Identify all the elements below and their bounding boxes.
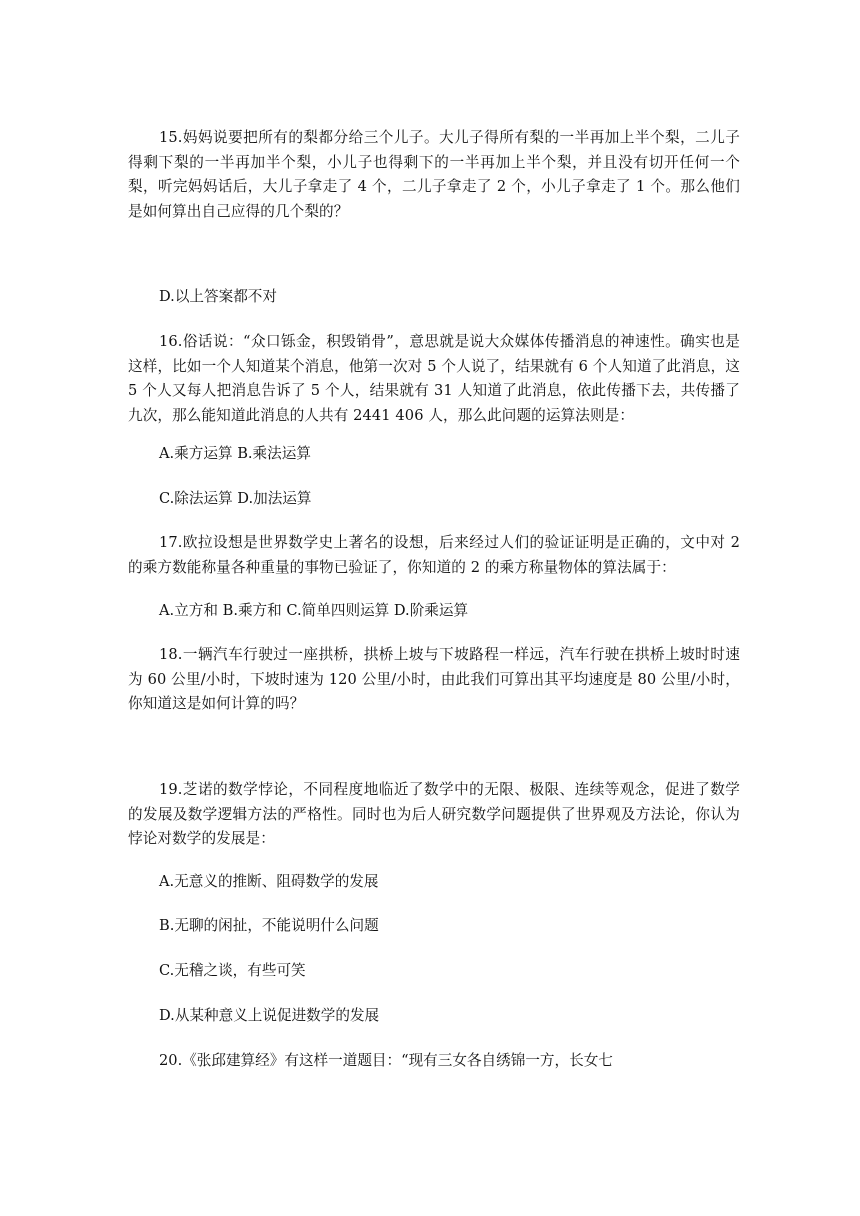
question-19-option-d: D.从某种意义上说促进数学的发展 [159, 1007, 380, 1024]
question-20: 20.《张邱建算经》有这样一道题目：“现有三女各自绣锦一方，长女七 [159, 1052, 613, 1069]
question-19-option-a: A.无意义的推断、阻碍数学的发展 [159, 873, 379, 890]
question-18: 18.一辆汽车行驶过一座拱桥，拱桥上坡与下坡路程一样远，汽车行驶在拱桥上坡时时速为 60 公里/小时，下坡时速为 120 公里/小时，由此我们可算出其平均速度是 80 公里/小时，你知道这是如何计算的吗？ [128, 646, 740, 712]
question-17-options: A.立方和 B.乘方和 C.简单四则运算 D.阶乘运算 [159, 602, 469, 619]
question-15-option-d: D.以上答案都不对 [159, 288, 277, 305]
question-16: 16.俗话说：“众口铄金，积毁销骨”，意思就是说大众媒体传播消息的神速性。确实也是这样，比如一个人知道某个消息，他第一次对 5 个人说了，结果就有 6 个人知道了此消息，这 5 个人又每人把消息告诉了 5 个人，结果就有 31 人知道了此消息，依此传播下去，共传播了九次，那么能知道此消息的人共有 2441 406 人，那么此问题的运算法则是： [128, 333, 740, 424]
question-19-option-b: B.无聊的闲扯，不能说明什么问题 [159, 917, 379, 934]
question-16-options-ab: A.乘方运算 B.乘法运算 [159, 445, 311, 462]
question-15: 15.妈妈说要把所有的梨都分给三个儿子。大儿子得所有梨的一半再加上半个梨，二儿子得剩下梨的一半再加半个梨，小儿子也得剩下的一半再加上半个梨，并且没有切开任何一个梨，听完妈妈话后，大儿子拿走了 4 个，二儿子拿走了 2 个，小儿子拿走了 1 个。那么他们是如何算出自己应得的几个梨的？ [128, 129, 740, 220]
question-19-option-c: C.无稽之谈，有些可笑 [159, 962, 306, 979]
question-17: 17.欧拉设想是世界数学史上著名的设想，后来经过人们的验证证明是正确的，文中对 2 的乘方数能称量各种重量的事物已验证了，你知道的 2 的乘方称量物体的算法属于： [128, 534, 740, 576]
question-19: 19.芝诺的数学悖论，不同程度地临近了数学中的无限、极限、连续等观念，促进了数学的发展及数学逻辑方法的严格性。同时也为后人研究数学问题提供了世界观及方法论，你认为悖论对数学的发展是： [128, 781, 740, 847]
question-16-options-cd: C.除法运算 D.加法运算 [159, 490, 312, 507]
